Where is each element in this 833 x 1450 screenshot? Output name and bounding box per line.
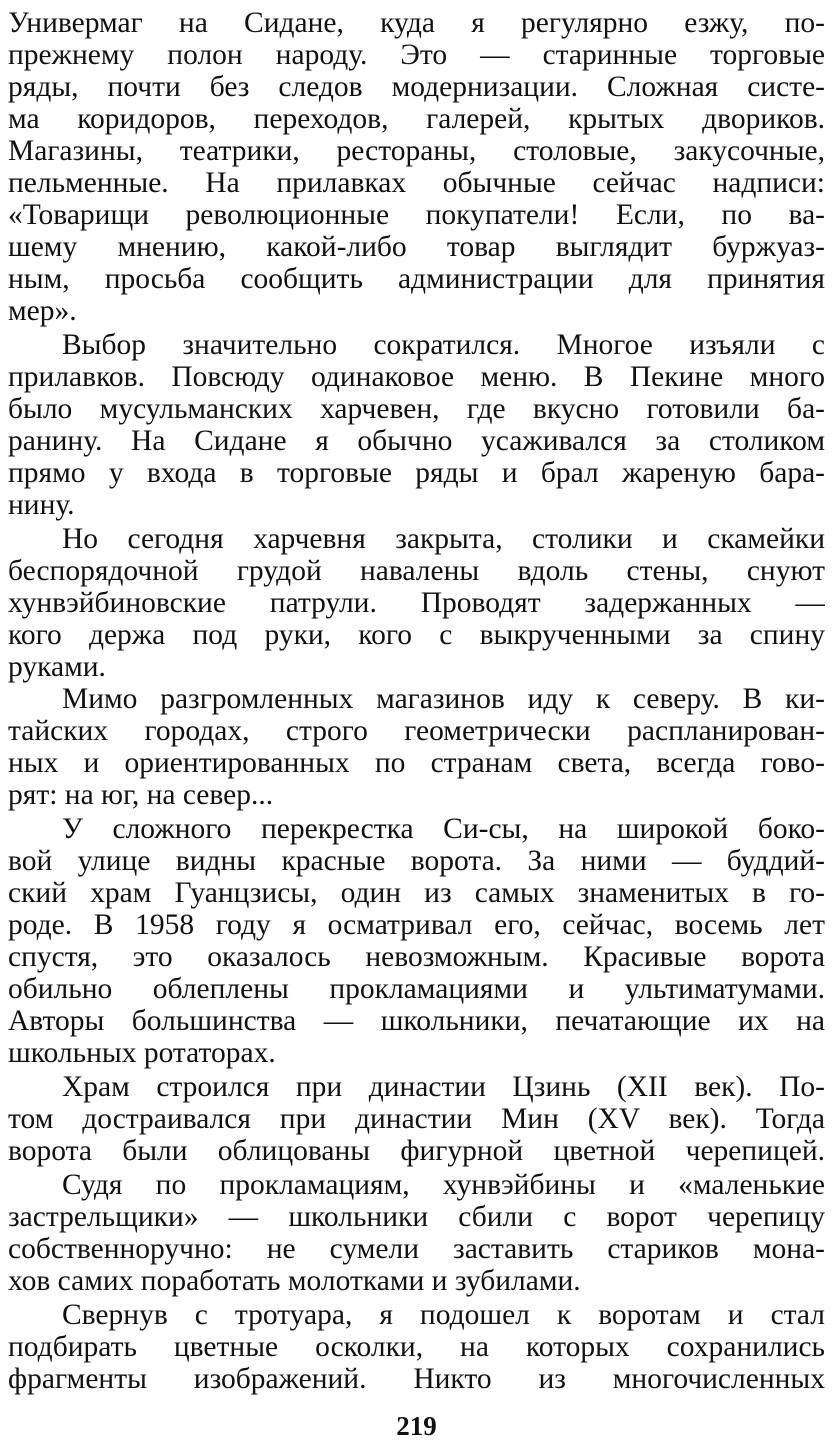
text-line: застрельщики» — школьники сбили с ворот черепицу (8, 1201, 825, 1233)
text-line: Универмаг на Сидане, куда я регулярно езжу, по- (8, 7, 825, 39)
text-line: прилавков. Повсюду одинаковое меню. В Пекине много (8, 361, 825, 393)
text-line: хов самих поработать молотками и зубилами. (8, 1265, 581, 1297)
text-line: пельменные. На прилавках обычные сейчас надписи: (8, 167, 825, 199)
text-line: прежнему полон народу. Это — старинные торговые (8, 39, 825, 71)
text-line: руками. (8, 651, 106, 683)
text-line: фрагменты изображений. Никто из многочисленных (8, 1363, 825, 1395)
page-number: 219 (396, 1411, 437, 1441)
text-line: спустя, это оказалось невозможным. Красивые ворота (8, 941, 825, 973)
text-line: нину. (8, 489, 75, 521)
text-line: беспорядочной грудой навалены вдоль стены, снуют (8, 555, 825, 587)
text-line: Свернув с тротуара, я подошел к воротам и стал (62, 1299, 825, 1331)
text-line: ным, просьба сообщить администрации для принятия (8, 263, 825, 295)
text-line: ворота были облицованы фигурной цветной черепицей. (8, 1135, 825, 1167)
text-line: том достраивался при династии Мин (XV век). Тогда (8, 1103, 825, 1135)
text-line: собственноручно: не сумели заставить стариков мона- (8, 1233, 825, 1265)
text-line: было мусульманских харчевен, где вкусно готовили ба- (8, 393, 825, 425)
text-line: кого держа под руки, кого с выкрученными за спину (8, 619, 825, 651)
text-line: Судя по прокламациям, хунвэйбины и «маленькие (62, 1169, 825, 1201)
text-line: ский храм Гуанцзисы, один из самых знаменитых в го- (8, 877, 825, 909)
text-line: ных и ориентированных по странам света, всегда гово- (8, 747, 825, 779)
text-line: Авторы большинства — школьники, печатающие их на (8, 1005, 825, 1037)
text-line: роде. В 1958 году я осматривал его, сейчас, восемь лет (8, 909, 825, 941)
text-line: хунвэйбиновские патрули. Проводят задержанных — (8, 587, 825, 619)
text-line: школьных ротаторах. (8, 1037, 276, 1069)
text-line: ранину. На Сидане я обычно усаживался за столиком (8, 425, 825, 457)
text-line: шему мнению, какой-либо товар выглядит буржуаз- (8, 231, 825, 263)
text-line: мер». (8, 295, 77, 327)
text-line: подбирать цветные осколки, на которых сохранились (8, 1331, 825, 1363)
text-line: «Товарищи революционные покупатели! Если, по ва- (8, 199, 825, 231)
text-line: ряды, почти без следов модернизации. Сложная систе- (8, 71, 825, 103)
text-line: Храм строился при династии Цзинь (XII век). По- (62, 1071, 825, 1103)
book-page (8, 2, 825, 1442)
text-line: обильно облеплены прокламациями и ультиматумами. (8, 973, 825, 1005)
text-line: Но сегодня харчевня закрыта, столики и скамейки (62, 523, 825, 555)
text-line: Магазины, театрики, рестораны, столовые, закусочные, (8, 135, 825, 167)
text-line: У сложного перекрестка Си-сы, на широкой боко- (62, 813, 825, 845)
text-line: прямо у входа в торговые ряды и брал жареную бара- (8, 457, 825, 489)
text-line: ма коридоров, переходов, галерей, крытых двориков. (8, 103, 825, 135)
text-line: Выбор значительно сократился. Многое изъяли с (62, 329, 825, 361)
text-line: тайских городах, строго геометрически распланирован- (8, 715, 825, 747)
text-line: Мимо разгромленных магазинов иду к северу. В ки- (62, 683, 825, 715)
text-line: рят: на юг, на север... (8, 779, 274, 811)
text-line: вой улице видны красные ворота. За ними — буддий- (8, 845, 825, 877)
